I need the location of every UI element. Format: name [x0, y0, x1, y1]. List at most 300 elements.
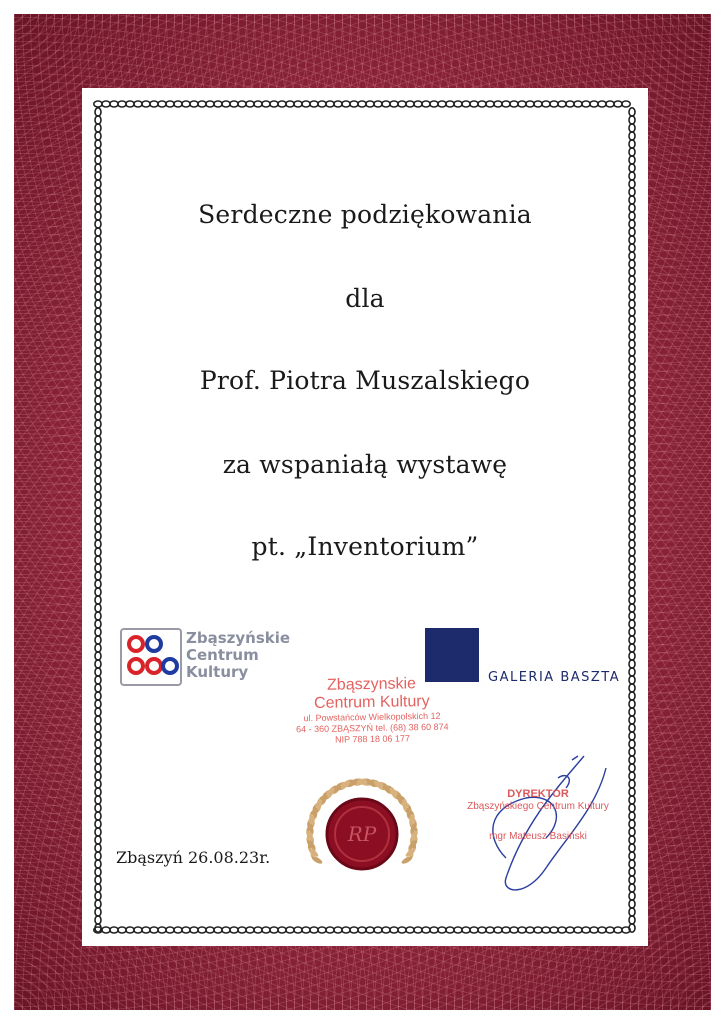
- rope-loop: [118, 927, 126, 933]
- rope-loop: [629, 628, 635, 636]
- rope-loop: [158, 101, 166, 107]
- rope-loop: [629, 124, 635, 132]
- rope-loop: [454, 927, 462, 933]
- rope-loop: [95, 812, 101, 820]
- rope-loop: [134, 927, 142, 933]
- rope-loop: [629, 660, 635, 668]
- rope-loop: [95, 268, 101, 276]
- rope-loop: [629, 596, 635, 604]
- rope-loop: [629, 916, 635, 924]
- rope-loop: [629, 564, 635, 572]
- rope-loop: [318, 927, 326, 933]
- rope-loop: [95, 588, 101, 596]
- rope-loop: [382, 101, 390, 107]
- rope-loop: [318, 101, 326, 107]
- rope-loop: [629, 844, 635, 852]
- rope-loop: [629, 412, 635, 420]
- rope-loop: [126, 101, 134, 107]
- rope-loop: [95, 580, 101, 588]
- rope-loop: [95, 140, 101, 148]
- rope-loop: [590, 927, 598, 933]
- rope-loop: [95, 404, 101, 412]
- rope-loop: [478, 101, 486, 107]
- rope-loop: [542, 101, 550, 107]
- rope-loop: [629, 684, 635, 692]
- rope-loop: [486, 101, 494, 107]
- rope-loop: [95, 668, 101, 676]
- rope-loop: [518, 927, 526, 933]
- rope-loop: [95, 436, 101, 444]
- zck-logo-mark: [120, 628, 182, 686]
- stamp-line-1: Zbąszynskie: [326, 675, 417, 694]
- rope-loop: [629, 772, 635, 780]
- director-name: mgr Mateusz Basiński: [489, 831, 587, 842]
- rope-loop: [542, 927, 550, 933]
- rope-loop: [629, 732, 635, 740]
- rope-loop: [95, 644, 101, 652]
- rope-loop: [629, 316, 635, 324]
- rope-loop: [526, 101, 534, 107]
- rope-loop: [566, 101, 574, 107]
- rope-loop: [95, 236, 101, 244]
- rope-loop: [629, 652, 635, 660]
- rope-loop: [574, 927, 582, 933]
- rope-loop: [629, 244, 635, 252]
- rope-loop: [629, 668, 635, 676]
- rope-loop: [142, 927, 150, 933]
- stamp-phone: 64 - 360 ZBĄSZYŃ tel. (68) 38 60 874: [295, 721, 449, 735]
- rope-loop: [95, 180, 101, 188]
- rope-loop: [95, 708, 101, 716]
- rope-loop: [350, 927, 358, 933]
- zck-logo-line-1: Zbąszyńskie: [186, 629, 291, 647]
- rope-loop: [374, 101, 382, 107]
- rope-loop: [629, 868, 635, 876]
- rope-loop: [95, 524, 101, 532]
- rope-loop: [142, 101, 150, 107]
- rope-loop: [629, 700, 635, 708]
- rope-loop: [382, 927, 390, 933]
- rope-loop: [446, 927, 454, 933]
- rope-loop: [629, 396, 635, 404]
- rope-loop: [510, 101, 518, 107]
- rope-loop: [95, 340, 101, 348]
- rope-loop: [566, 927, 574, 933]
- rope-loop: [629, 900, 635, 908]
- rope-loop: [95, 660, 101, 668]
- rope-loop: [430, 927, 438, 933]
- rope-loop: [629, 132, 635, 140]
- rope-loop: [286, 101, 294, 107]
- rope-loop: [95, 484, 101, 492]
- rope-loop: [358, 927, 366, 933]
- rope-loop: [95, 188, 101, 196]
- rope-loop: [270, 927, 278, 933]
- rope-loop: [629, 692, 635, 700]
- rope-loop: [406, 927, 414, 933]
- rope-loop: [95, 652, 101, 660]
- rope-loop: [95, 132, 101, 140]
- rope-loop: [582, 927, 590, 933]
- rope-loop: [342, 927, 350, 933]
- rope-loop: [629, 164, 635, 172]
- rope-loop: [374, 927, 382, 933]
- rope-loop: [582, 101, 590, 107]
- rope-loop: [302, 927, 310, 933]
- rope-loop: [558, 927, 566, 933]
- rope-loop: [629, 420, 635, 428]
- rope-loop: [95, 260, 101, 268]
- rope-loop: [462, 927, 470, 933]
- rope-loop: [230, 101, 238, 107]
- rope-loop: [95, 316, 101, 324]
- rope-loop: [598, 927, 606, 933]
- rope-loop: [94, 101, 102, 107]
- rope-loop: [502, 101, 510, 107]
- rope-loop: [629, 716, 635, 724]
- zck-logo-line-2: Centrum: [186, 646, 259, 664]
- rope-loop: [118, 101, 126, 107]
- rope-loop: [254, 927, 262, 933]
- rope-loop: [310, 927, 318, 933]
- rope-loop: [629, 116, 635, 124]
- rope-loop: [95, 324, 101, 332]
- rope-loop: [494, 927, 502, 933]
- rope-loop: [95, 684, 101, 692]
- recipient-name: Prof. Piotra Muszalskiego: [199, 366, 531, 395]
- rope-loop: [95, 612, 101, 620]
- rope-loop: [95, 276, 101, 284]
- rope-loop: [214, 101, 222, 107]
- rope-loop: [534, 927, 542, 933]
- rope-loop: [95, 676, 101, 684]
- rope-loop: [262, 101, 270, 107]
- galeria-logo-text: GALERIA BASZTA: [488, 670, 621, 685]
- rope-loop: [629, 580, 635, 588]
- rope-loop: [326, 927, 334, 933]
- rope-loop: [550, 101, 558, 107]
- rope-loop: [629, 748, 635, 756]
- rope-loop: [390, 927, 398, 933]
- rope-loop: [629, 644, 635, 652]
- rope-loop: [174, 101, 182, 107]
- rope-loop: [95, 500, 101, 508]
- rope-loop: [95, 124, 101, 132]
- rope-loop: [174, 927, 182, 933]
- rope-loop: [95, 428, 101, 436]
- rope-loop: [526, 927, 534, 933]
- rope-loop: [629, 908, 635, 916]
- zck-logo-line-3: Kultury: [186, 663, 249, 681]
- rope-loop: [486, 927, 494, 933]
- rope-loop: [166, 927, 174, 933]
- rope-loop: [95, 692, 101, 700]
- rope-loop: [126, 927, 134, 933]
- rope-loop: [629, 852, 635, 860]
- rope-loop: [574, 101, 582, 107]
- rope-loop: [390, 101, 398, 107]
- rope-loop: [629, 636, 635, 644]
- rope-loop: [366, 927, 374, 933]
- rope-loop: [95, 820, 101, 828]
- rope-loop: [438, 927, 446, 933]
- rope-loop: [95, 164, 101, 172]
- rope-loop: [95, 244, 101, 252]
- rope-loop: [622, 101, 630, 107]
- rope-loop: [598, 101, 606, 107]
- rope-loop: [158, 927, 166, 933]
- rope-loop: [342, 101, 350, 107]
- rope-loop: [398, 927, 406, 933]
- rope-loop: [629, 428, 635, 436]
- rope-loop: [286, 927, 294, 933]
- rope-loop: [302, 101, 310, 107]
- rope-loop: [110, 101, 118, 107]
- rope-loop: [95, 740, 101, 748]
- rope-loop: [629, 860, 635, 868]
- rope-loop: [95, 228, 101, 236]
- rope-loop: [422, 927, 430, 933]
- rope-loop: [206, 101, 214, 107]
- heading-thanks: Serdeczne podziękowania: [198, 200, 532, 229]
- rope-loop: [222, 101, 230, 107]
- rope-loop: [558, 101, 566, 107]
- rope-loop: [629, 604, 635, 612]
- stamp-nip: NIP 788 18 06 177: [334, 733, 411, 745]
- rope-loop: [95, 172, 101, 180]
- rope-loop: [95, 884, 101, 892]
- rope-loop: [95, 116, 101, 124]
- rope-loop: [510, 927, 518, 933]
- rope-loop: [629, 180, 635, 188]
- rope-loop: [366, 101, 374, 107]
- rope-loop: [422, 101, 430, 107]
- rope-loop: [629, 892, 635, 900]
- director-title: DYREKTOR: [507, 788, 569, 800]
- rope-loop: [614, 101, 622, 107]
- rope-loop: [190, 927, 198, 933]
- rope-loop: [629, 876, 635, 884]
- rope-loop: [414, 101, 422, 107]
- rope-loop: [629, 484, 635, 492]
- rope-loop: [350, 101, 358, 107]
- reason-line: za wspaniałą wystawę: [222, 450, 508, 479]
- rope-loop: [629, 524, 635, 532]
- stamp-line-2: Centrum Kultury: [313, 692, 430, 713]
- heading-for: dla: [345, 284, 385, 313]
- rope-loop: [629, 140, 635, 148]
- rope-loop: [629, 268, 635, 276]
- rope-loop: [629, 324, 635, 332]
- rope-loop: [326, 101, 334, 107]
- stamp-address: ul. Powstańców Wielkopolskich 12: [303, 710, 441, 724]
- rope-loop: [358, 101, 366, 107]
- rope-loop: [518, 101, 526, 107]
- rope-loop: [110, 927, 118, 933]
- rope-loop: [278, 927, 286, 933]
- seal-monogram: RP: [347, 822, 377, 846]
- rope-loop: [454, 101, 462, 107]
- rope-loop: [262, 927, 270, 933]
- rope-loop: [95, 508, 101, 516]
- rope-loop: [95, 748, 101, 756]
- rope-loop: [629, 588, 635, 596]
- director-org: Zbąszyńskiego Centrum Kultury: [467, 801, 609, 812]
- rope-loop: [95, 716, 101, 724]
- rope-loop: [190, 101, 198, 107]
- rope-loop: [629, 884, 635, 892]
- rope-loop: [102, 927, 110, 933]
- rope-loop: [95, 396, 101, 404]
- rope-loop: [246, 927, 254, 933]
- rope-loop: [629, 260, 635, 268]
- rope-loop: [95, 700, 101, 708]
- rope-loop: [95, 916, 101, 924]
- rope-loop: [95, 628, 101, 636]
- rope-loop: [590, 101, 598, 107]
- zck-logo-text: [186, 630, 290, 681]
- rope-loop: [95, 756, 101, 764]
- rope-loop: [629, 756, 635, 764]
- rope-loop: [406, 101, 414, 107]
- wax-seal: [292, 768, 432, 908]
- rope-loop: [629, 516, 635, 524]
- rope-loop: [95, 900, 101, 908]
- rope-loop: [95, 572, 101, 580]
- rope-loop: [95, 788, 101, 796]
- rope-loop: [95, 868, 101, 876]
- rope-loop: [629, 708, 635, 716]
- rope-loop: [95, 492, 101, 500]
- rope-loop: [606, 927, 614, 933]
- rope-loop: [294, 927, 302, 933]
- rope-loop: [95, 772, 101, 780]
- rope-loop: [150, 101, 158, 107]
- rope-loop: [95, 332, 101, 340]
- rope-loop: [606, 101, 614, 107]
- rope-loop: [198, 101, 206, 107]
- rope-loop: [629, 252, 635, 260]
- rope-loop: [629, 764, 635, 772]
- exhibition-title: pt. „Inventorium”: [251, 532, 479, 561]
- rope-loop: [494, 101, 502, 107]
- rope-loop: [95, 732, 101, 740]
- rope-loop: [629, 156, 635, 164]
- rope-loop: [182, 927, 190, 933]
- rope-loop: [230, 927, 238, 933]
- rope-loop: [95, 836, 101, 844]
- rope-loop: [214, 927, 222, 933]
- rope-loop: [629, 188, 635, 196]
- rope-loop: [629, 724, 635, 732]
- rope-loop: [95, 852, 101, 860]
- rope-loop: [95, 564, 101, 572]
- rope-loop: [102, 101, 110, 107]
- rope-loop: [294, 101, 302, 107]
- date-place: Zbąszyń 26.08.23r.: [116, 848, 271, 867]
- rope-loop: [270, 101, 278, 107]
- rope-loop: [534, 101, 542, 107]
- rope-loop: [550, 927, 558, 933]
- rope-loop: [222, 927, 230, 933]
- rope-loop: [95, 764, 101, 772]
- rope-loop: [95, 876, 101, 884]
- rope-loop: [629, 500, 635, 508]
- rope-loop: [254, 101, 262, 107]
- rope-loop: [95, 892, 101, 900]
- rope-loop: [95, 156, 101, 164]
- rope-loop: [629, 404, 635, 412]
- rope-loop: [95, 108, 101, 116]
- rope-loop: [238, 101, 246, 107]
- rope-loop: [166, 101, 174, 107]
- rope-loop: [414, 927, 422, 933]
- rope-loop: [334, 927, 342, 933]
- rope-loop: [629, 780, 635, 788]
- rope-loop: [150, 927, 158, 933]
- rope-loop: [95, 516, 101, 524]
- rope-loop: [446, 101, 454, 107]
- rope-loop: [629, 612, 635, 620]
- rope-loop: [629, 676, 635, 684]
- institution-stamp: [281, 674, 462, 746]
- rope-loop: [629, 172, 635, 180]
- rope-loop: [470, 927, 478, 933]
- rope-loop: [95, 412, 101, 420]
- rope-loop: [134, 101, 142, 107]
- rope-loop: [398, 101, 406, 107]
- rope-loop: [629, 236, 635, 244]
- rope-loop: [95, 828, 101, 836]
- rope-loop: [95, 636, 101, 644]
- rope-loop: [438, 101, 446, 107]
- rope-loop: [246, 101, 254, 107]
- rope-loop: [629, 148, 635, 156]
- rope-loop: [334, 101, 342, 107]
- rope-loop: [502, 927, 510, 933]
- rope-loop: [95, 804, 101, 812]
- rope-loop: [95, 356, 101, 364]
- rope-loop: [95, 148, 101, 156]
- certificate-paper: [82, 88, 648, 946]
- rope-loop: [95, 724, 101, 732]
- rope-loop: [278, 101, 286, 107]
- rope-loop: [95, 844, 101, 852]
- rope-loop: [629, 356, 635, 364]
- rope-loop: [95, 860, 101, 868]
- rope-loop: [629, 228, 635, 236]
- rope-loop: [95, 604, 101, 612]
- rope-loop: [182, 101, 190, 107]
- rope-loop: [430, 101, 438, 107]
- rope-loop: [629, 276, 635, 284]
- rope-loop: [629, 492, 635, 500]
- rope-loop: [95, 908, 101, 916]
- rope-loop: [95, 780, 101, 788]
- rope-loop: [95, 596, 101, 604]
- rope-loop: [629, 740, 635, 748]
- rope-loop: [614, 927, 622, 933]
- rope-loop: [238, 927, 246, 933]
- rope-loop: [462, 101, 470, 107]
- rope-loop: [470, 101, 478, 107]
- rope-loop: [95, 252, 101, 260]
- rope-loop: [629, 340, 635, 348]
- rope-loop: [629, 620, 635, 628]
- rope-loop: [478, 927, 486, 933]
- rope-loop: [95, 348, 101, 356]
- rope-loop: [629, 332, 635, 340]
